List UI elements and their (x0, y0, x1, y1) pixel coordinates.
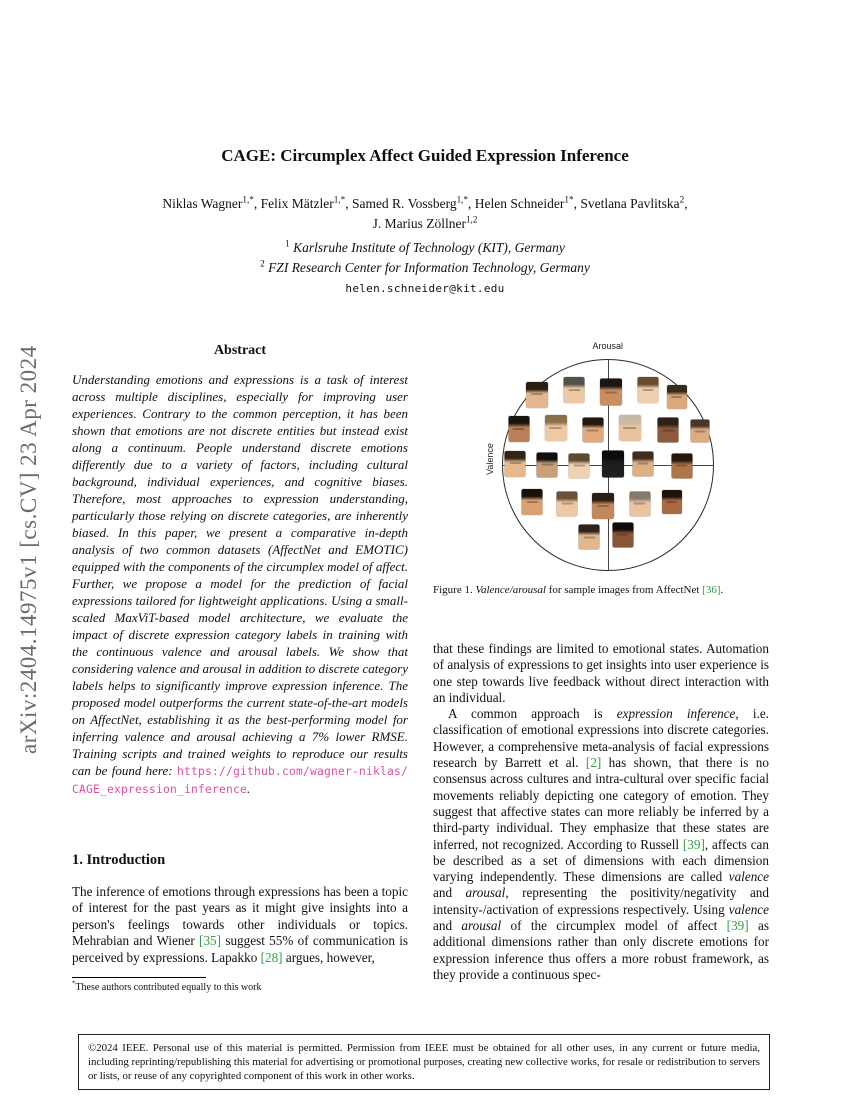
face-thumbnail (592, 493, 614, 519)
face-thumbnail (508, 416, 529, 442)
abstract-text: Understanding emotions and expressions is a task of interest across multiple disciplines, especially for improving user experiences. Contrary to the common perception, it has been shown that emotions are not discrete entities but instead exist along a continuum. People understand discrete emotions differently due to a variety of factors, including cultural background, individual experiences, and cognitive biases. Therefore, most approaches to expression understanding, particularly those relying on discrete categories, are inherently biased. In this paper, we present a comparative in-depth analysis of two common datasets (AffectNet and EMOTIC) equipped with the components of the circumplex model of affect. Further, we propose a model for the prediction of facial expressions tailored for lightweight applications. Using a small-scaled MaxViT-based model architecture, we evaluate the impact of discrete expression category labels in training with the continuous valence and arousal labels. We show that considering valence and arousal in addition to discrete category labels helps to significantly improve expression inference. The proposed model outperforms the current state-of-the-art models on AffectNet, establishing it as the best-performing model for inferring valence and arousal achieving a 7% lower RMSE. Training scripts and trained weights to reproduce our results can be found here: https://github.com/wagner-niklas/CAGE_expression_inference. (72, 372, 408, 796)
contact-email: helen.schneider@kit.edu (345, 282, 505, 295)
author-line: Niklas Wagner$^{1,*}$, Felix Mätzler$^{1,*}$, Samed R. Vossberg$^{1,*}$, Helen Schneider$^{1*}$, Svetlana Pavlitska$^2$, (162, 194, 688, 211)
face-thumbnail (667, 385, 687, 409)
arxiv-watermark: arXiv:2404.14975v1 [cs.CV] 23 Apr 2024 (16, 345, 41, 754)
author-name: J. Marius Zöllner (372, 216, 466, 231)
affiliation-block (40, 238, 810, 278)
author-name: Svetlana Pavlitska (580, 196, 680, 211)
author-name: Samed R. Vossberg (351, 196, 457, 211)
face-thumbnail (557, 491, 578, 516)
face-thumbnail (579, 525, 600, 550)
ieee-copyright-notice: ©2024 IEEE. Personal use of this material is permitted. Permission from IEEE must be obtained for all other uses, in any current or future media, including reprinting/republishing this material for advertising or promotional purposes, creating new collective works, for resale or redistribution to servers or lists, or reuse of any copyrighted component of this work in other works. (78, 1034, 770, 1090)
citation-link[interactable]: [39] (682, 836, 705, 852)
author-line: J. Marius Zöllner$^{1,2}$ (372, 214, 478, 231)
face-thumbnail (600, 379, 622, 406)
face-thumbnail (505, 451, 526, 477)
introduction-paragraph: The inference of emotions through expressions has been a topic of interest for the past years as it might give insights into a person's feelings towards other individuals or topics. Mehrabian and Wiener [35] suggest 55% of communication is perceived by expressions. Lapakko [28] argues, however, (72, 884, 408, 965)
figure-caption: Figure 1. Valence/arousal for sample images from AffectNet [36]. (433, 584, 724, 596)
body-paragraph: that these findings are limited to emotional states. Automation of analysis of expressions to get insights into user experience is one step towards live feedback without direct interaction with an individual. (433, 641, 769, 705)
footnote-marker: * (72, 980, 76, 988)
valence-axis-label: Valence (484, 443, 495, 475)
author-name: Felix Mätzler (260, 196, 334, 211)
arousal-axis-label: Arousal (592, 341, 623, 351)
author-name: Niklas Wagner (162, 196, 243, 211)
author-block (40, 194, 810, 234)
footnote-text: These authors contributed equally to this work (75, 982, 262, 993)
body-paragraph: A common approach is expression inference, i.e. classification of emotional expressions into discrete categories. However, a comprehensive meta-analysis of facial expressions research by Barrett et al. [2] has shown, that there is no consensus across cultures and intra-cultural over specific facial movements reliably depicting one category of emotion. They suggest that affective states can more reliably be inferred by a third-party individual. They emphasize that these states are inferred, not recognized. According to Russell [39], affects can be described as a set of dimensions with each dimension varying independently. These dimensions are called valence and arousal, representing the positivity/negativity and intensity-/activation of expressions respectively. Using valence and arousal of the circumplex model of affect [39] as additional dimensions rather than only discrete emotions for expression inference thus offers a more robust framework, as they provide a continuous spec- (433, 706, 770, 982)
affiliation-line: $^1$ Karlsruhe Institute of Technology (KIT), Germany (285, 238, 565, 255)
italic-term: expression inference (616, 706, 736, 722)
face-thumbnail (671, 453, 692, 478)
face-thumbnail (522, 489, 543, 515)
face-thumbnail (564, 377, 585, 403)
footnote (72, 977, 408, 994)
face-thumbnail (545, 415, 567, 441)
face-thumbnail (569, 453, 590, 478)
italic-term: arousal (461, 918, 502, 934)
face-thumbnail (602, 450, 624, 477)
face-thumbnail (658, 418, 679, 443)
face-thumbnail (691, 420, 710, 443)
figure-canvas (433, 335, 769, 573)
face-thumbnail (633, 451, 654, 476)
citation-link[interactable]: [2] (585, 755, 602, 771)
italic-term: Valence/arousal (475, 584, 546, 596)
right-column-text (433, 641, 769, 983)
figure-1 (433, 335, 769, 573)
citation-link[interactable]: [36] (702, 584, 721, 596)
italic-term: valence (728, 901, 769, 917)
footnote-rule (72, 977, 206, 978)
face-thumbnail (638, 377, 659, 403)
citation-link[interactable]: [35] (199, 933, 222, 949)
affiliation-line: $^2$ FZI Research Center for Information Technology, Germany (260, 258, 590, 275)
face-thumbnail (619, 415, 641, 441)
author-name: Helen Schneider (474, 196, 565, 211)
citation-link[interactable]: [39] (726, 918, 749, 934)
face-thumbnail (662, 490, 682, 514)
italic-term: arousal (465, 885, 506, 901)
citation-link[interactable]: [28] (260, 949, 283, 965)
face-thumbnail (582, 418, 603, 443)
section-heading-introduction: 1. Introduction (72, 852, 166, 868)
face-thumbnail (537, 452, 558, 477)
paper-title: CAGE: Circumplex Affect Guided Expression Inference (221, 146, 629, 165)
face-thumbnail (612, 522, 633, 547)
face-thumbnail (526, 382, 548, 408)
abstract-heading: Abstract (213, 343, 267, 358)
face-thumbnail (629, 491, 650, 516)
github-repo-link[interactable]: https://github.com/wagner-niklas/CAGE_expression_inference (72, 765, 408, 796)
italic-term: valence (728, 869, 769, 885)
